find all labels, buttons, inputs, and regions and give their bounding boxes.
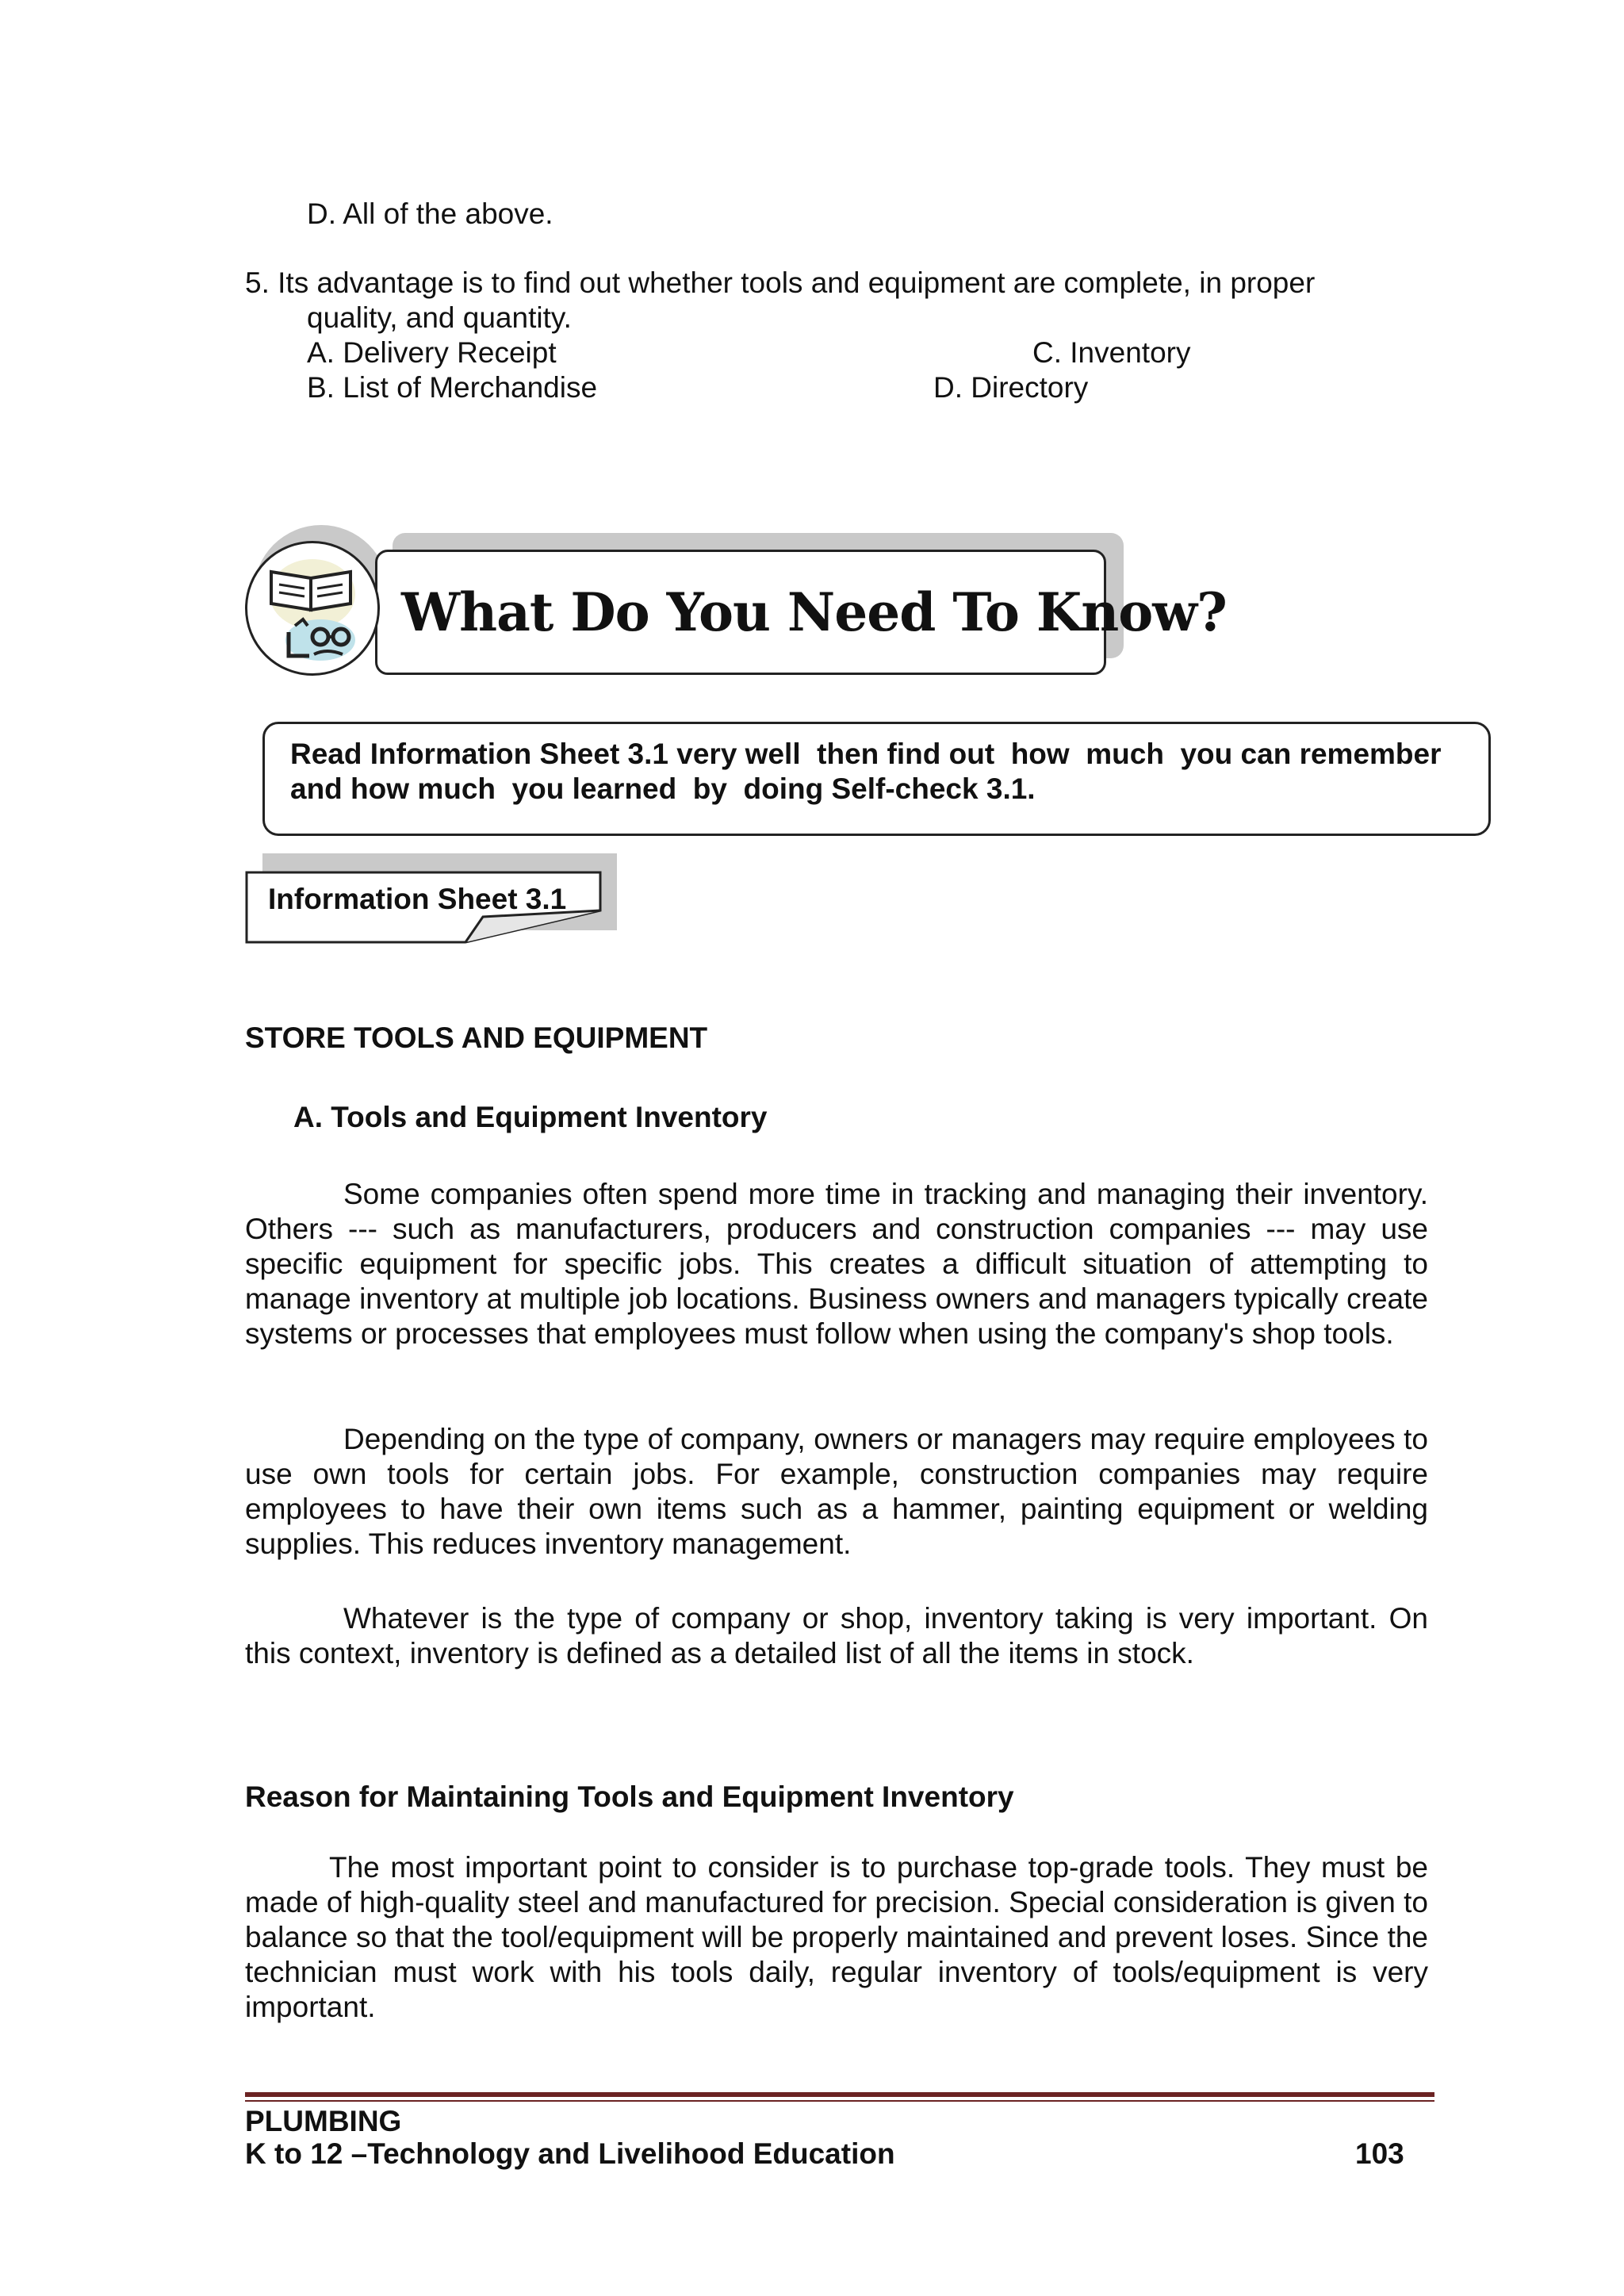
section-heading-2: Reason for Maintaining Tools and Equipment Inventory xyxy=(245,1780,1014,1813)
section-heading: STORE TOOLS AND EQUIPMENT xyxy=(245,1022,708,1054)
paragraph-4: The most important point to consider is to purchase top-grade tools. They must be made of high-quality steel and manufactured for precision. Special consideration is given to balance so that the tool/equipment will be properly maintained and prevent loses. Since the technician must work with his tools daily, regular inventory of tools/equipment is very important. xyxy=(245,1851,1428,2023)
paragraph-2: Depending on the type of company, owners or managers may require employees to use own tools for certain jobs. For example, construction companies may require employees to have their own items such as a hammer, painting equipment or welding supplies. This reduces inventory management. xyxy=(245,1423,1428,1560)
footer-rule-thick xyxy=(245,2092,1434,2097)
paragraph-3: Whatever is the type of company or shop, inventory taking is very important. On this context, inventory is defined as a detailed list of all the items in stock. xyxy=(245,1602,1428,1669)
footer-subject: PLUMBING xyxy=(245,2105,402,2137)
question5-option-b: B. List of Merchandise xyxy=(307,371,598,404)
footer-course: K to 12 –Technology and Livelihood Education xyxy=(245,2137,895,2170)
instruction-line2: and how much you learned by doing Self-check 3.1. xyxy=(290,772,1036,805)
question5-option-c: C. Inventory xyxy=(1032,336,1191,369)
instruction-box xyxy=(262,722,1491,836)
book-reader-icon xyxy=(245,541,380,676)
question5-option-d: D. Directory xyxy=(933,371,1089,404)
page-number: 103 xyxy=(1355,2137,1404,2170)
question5-stem-line1: 5. Its advantage is to find out whether tools and equipment are complete, in proper xyxy=(245,266,1316,299)
info-sheet-label: Information Sheet 3.1 xyxy=(268,883,567,915)
instruction-line1: Read Information Sheet 3.1 very well then find out how much you can remember xyxy=(290,738,1442,770)
paragraph-1: Some companies often spend more time in tracking and managing their inventory. Others --- such as manufacturers, producers and construction companies --- may use specific equipment for specific jobs. This creates a difficult situation of attempting to manage inventory at multiple job locations. Business owners and managers typically create systems or processes that employees must follow when using the company's shop tools. xyxy=(245,1178,1428,1350)
info-sheet-tab xyxy=(245,871,602,945)
instruction-text xyxy=(290,737,1480,807)
banner-title: What Do You Need To Know? xyxy=(401,581,1227,643)
section-banner xyxy=(375,550,1227,675)
question5-option-a: A. Delivery Receipt xyxy=(307,336,557,369)
question5-stem-line2: quality, and quantity. xyxy=(307,301,572,334)
footer-rule-thin xyxy=(245,2100,1434,2102)
previous-question-option-d: D. All of the above. xyxy=(307,197,553,230)
subsection-heading: A. Tools and Equipment Inventory xyxy=(293,1101,768,1133)
